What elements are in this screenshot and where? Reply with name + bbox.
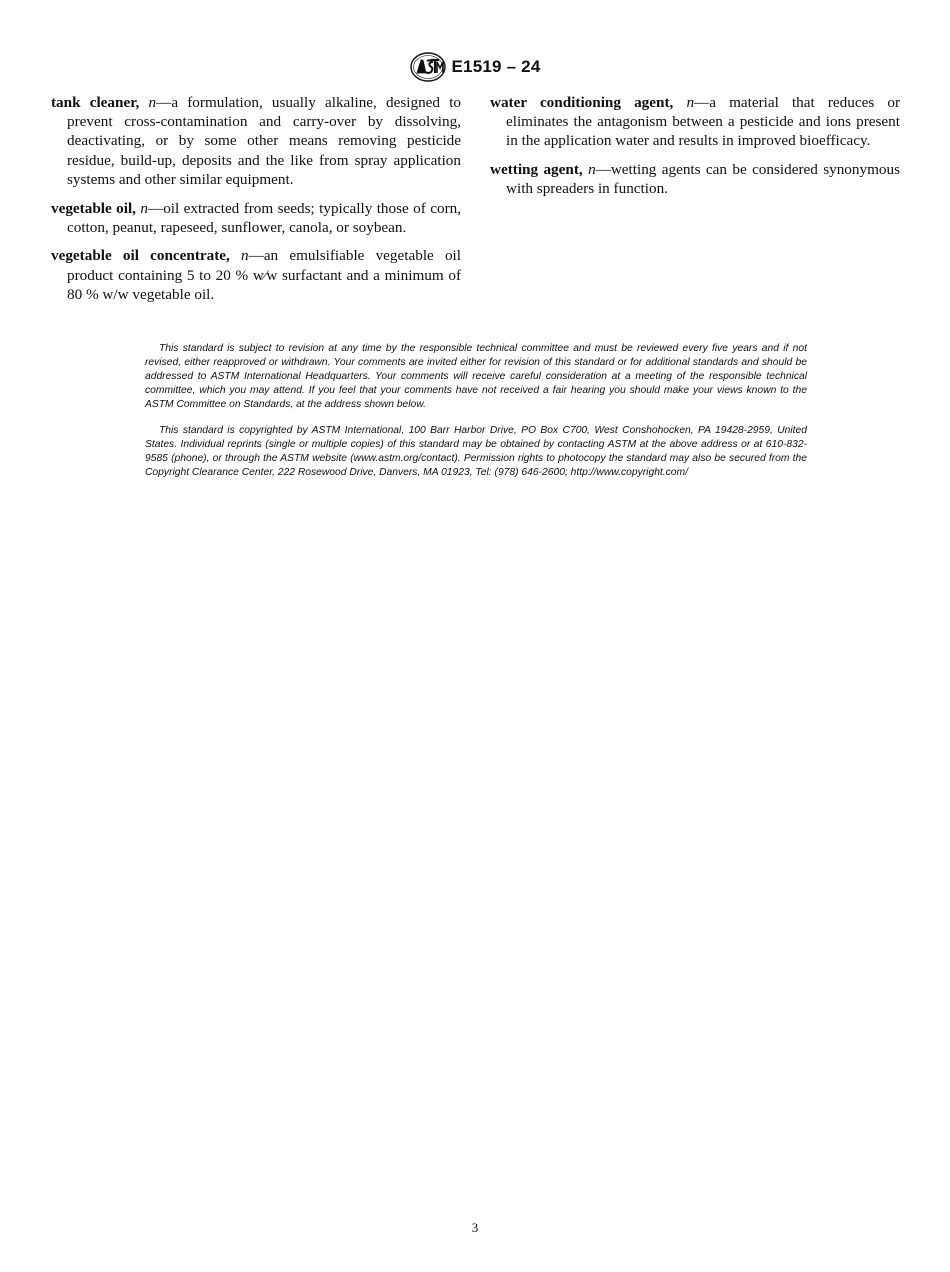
- astm-logo-icon: [410, 52, 446, 82]
- left-column: [51, 93, 461, 314]
- definition-text: —oil extracted from seeds; typically those of corn, cotton, peanut, rapeseed, sunflower, canola, or soybean.: [67, 199, 462, 236]
- definitions-columns: [51, 93, 900, 314]
- copyright-note: This standard is copyrighted by ASTM International, 100 Barr Harbor Drive, PO Box C700, West Conshohocken, PA 19428-2959, United States. Individual reprints (single or multiple copies) of this standard may be obtained by contacting ASTM at the above address or at 610-832-9585 (phone), or through the ASTM website (www.astm.org/contact). Permission rights to photocopy the standard may also be secured from the Copyright Clearance Center, 222 Rosewood Drive, Danvers, MA 01923, Tel: (978) 646-2600; http://www.copyright.com/: [145, 425, 807, 478]
- definition-vegetable-oil-concentrate: [51, 246, 461, 304]
- document-number: E1519 – 24: [451, 57, 541, 76]
- definition-term: water conditioning agent,: [490, 94, 674, 111]
- page-number: 3: [471, 1220, 479, 1235]
- definition-term: tank cleaner,: [51, 94, 140, 111]
- part-of-speech: n: [148, 94, 157, 111]
- page-header: [0, 52, 950, 82]
- definition-term: vegetable oil concentrate,: [51, 247, 230, 265]
- definition-vegetable-oil: [51, 199, 461, 237]
- right-column: [490, 93, 900, 314]
- definition-text: —a formulation, usually alkaline, designed to prevent cross-contamination and carry-over by dissolving, deactivating, or by some other means removing pesticide residue, build-up, deposits and the like from spray application systems and other similar equipment.: [67, 94, 462, 188]
- revision-note: This standard is subject to revision at any time by the responsible technical committee and must be reviewed every five years and if not revised, either reapproved or withdrawn. Your comments are invited either for revision of this standard or for additional standards and should be addressed to ASTM International Headquarters. Your comments will receive careful consideration at a meeting of the responsible technical committee, which you may attend. If you feel that your comments have not received a fair hearing you should make your views known to the ASTM Committee on Standards, at the address shown below.: [145, 343, 807, 410]
- part-of-speech: n: [588, 161, 596, 179]
- part-of-speech: n: [686, 94, 695, 111]
- definition-text: —wetting agents can be considered synonymous with spreaders in function.: [506, 161, 901, 198]
- definition-term: vegetable oil,: [51, 199, 136, 217]
- definition-water-conditioning-agent: [490, 93, 900, 151]
- definition-term: wetting agent,: [490, 161, 583, 179]
- part-of-speech: n: [241, 247, 249, 265]
- definition-text: —an emulsifiable vegetable oil product containing 5 to 20 % w⁄w surfactant and a minimum of 80 % w/w vegetable oil.: [67, 247, 461, 303]
- part-of-speech: n: [140, 199, 148, 217]
- definition-tank-cleaner: [51, 93, 461, 189]
- definition-text: —a material that reduces or eliminates the antagonism between a pesticide and ions present in the application water and results in improved bioefficacy.: [506, 94, 901, 150]
- definition-wetting-agent: [490, 160, 900, 198]
- standard-notes: [145, 342, 807, 492]
